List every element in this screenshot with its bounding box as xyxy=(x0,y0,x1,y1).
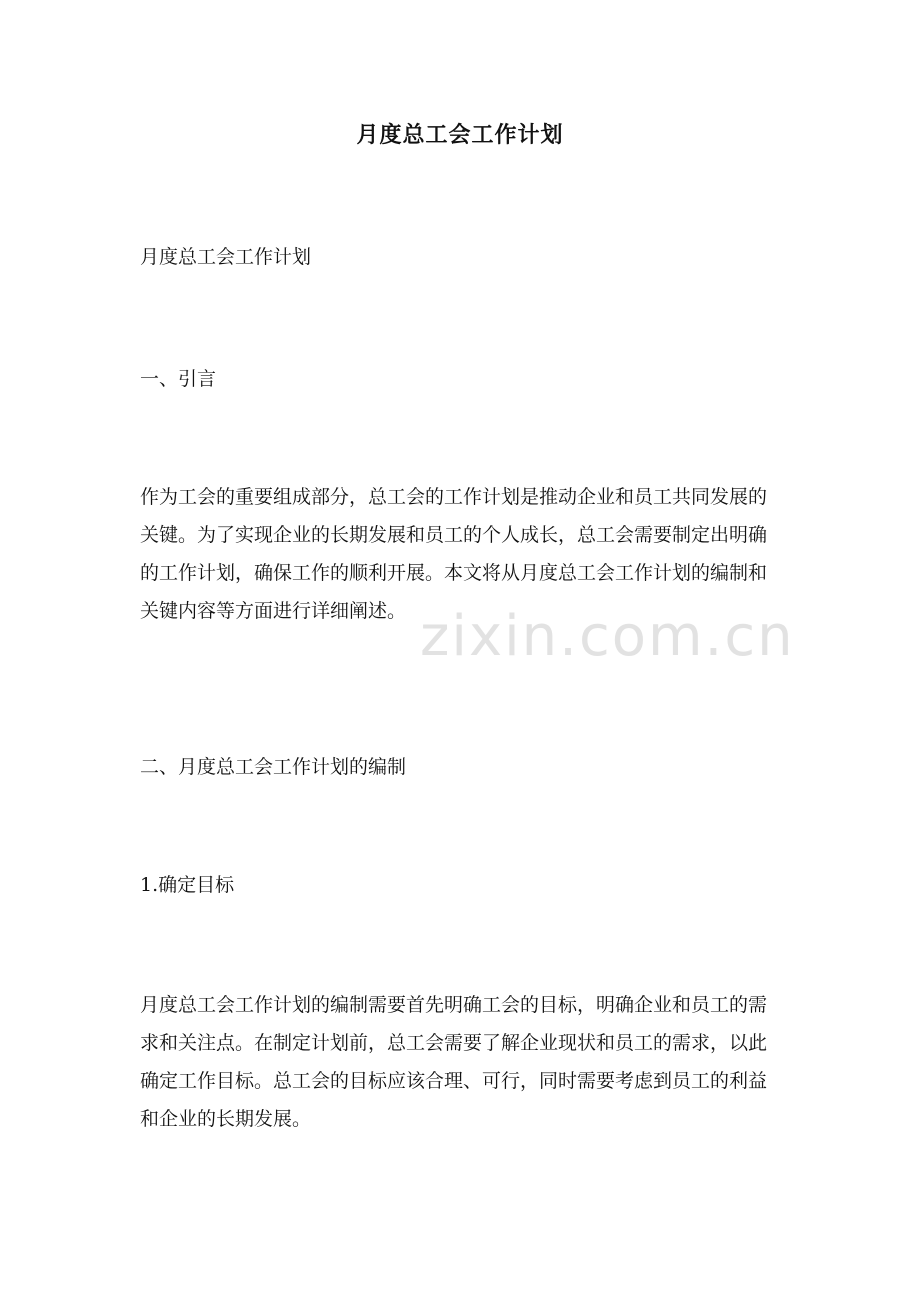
section-heading-introduction: 一、引言 xyxy=(140,368,217,390)
watermark: zixin.com.cn xyxy=(420,604,795,669)
introduction-paragraph: 作为工会的重要组成部分，总工会的工作计划是推动企业和员工共同发展的关键。为了实现企业的长期发展和员工的个人成长，总工会需要制定出明确的工作计划，确保工作的顺利开展。本文将从月度总工会工作计划的编制和关键内容等方面进行详细阐述。 xyxy=(140,486,768,622)
document-title: 月度总工会工作计划 xyxy=(356,122,564,148)
set-goals-paragraph: 月度总工会工作计划的编制需要首先明确工会的目标，明确企业和员工的需求和关注点。在制定计划前，总工会需要了解企业现状和员工的需求，以此确定工作目标。总工会的目标应该合理、可行，同时需要考虑到员工的利益和企业的长期发展。 xyxy=(140,994,768,1130)
document-subtitle: 月度总工会工作计划 xyxy=(140,246,312,268)
subsection-heading-set-goals: 1.确定目标 xyxy=(140,874,235,896)
section-heading-compilation: 二、月度总工会工作计划的编制 xyxy=(140,756,407,778)
